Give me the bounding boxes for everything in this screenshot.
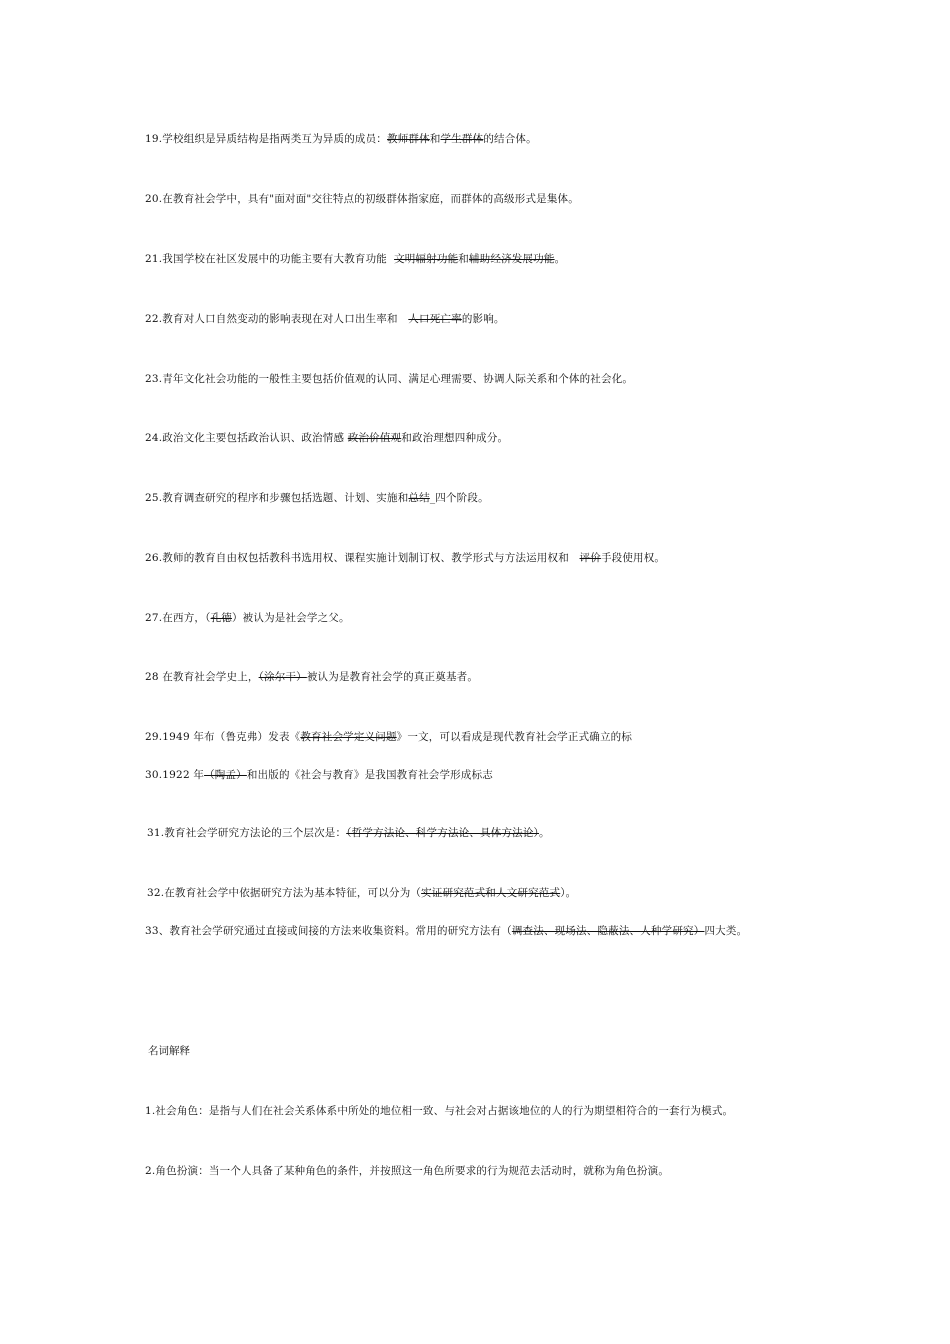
answer-struck: （哲学方法论、科学方法论、具体方法论）	[346, 827, 540, 839]
question-27	[145, 611, 350, 625]
question-text: 》一文，可以看成是现代教育社会学正式确立的标	[396, 731, 633, 743]
question-23	[145, 372, 633, 386]
answer-struck: 孔德	[210, 612, 232, 624]
definition-1: 1.社会角色：是指与人们在社会关系体系中所处的地位相一致、与社会对占据该地位的人的行为期望相符合的一套行为模式。	[145, 1105, 734, 1117]
answer-struck: 调查法、现场法、隐蔽法、人种学研究）	[511, 925, 705, 937]
question-28	[145, 670, 478, 684]
question-text: 。	[554, 253, 566, 265]
question-text: 31.教育社会学研究方法论的三个层次是：	[147, 827, 347, 839]
question-text: ）被认为是社会学之父。	[231, 612, 350, 624]
question-text: 25.教育调查研究的程序和步骤包括选题、计划、实施和	[145, 492, 409, 504]
question-text: 被认为是教育社会学的真正奠基者。	[306, 671, 479, 683]
question-text: 28 在教育社会学史上，	[145, 671, 259, 683]
question-29	[145, 730, 632, 744]
answer-struck: 教育社会学定义问题	[300, 731, 397, 743]
question-text: 21.我国学校在社区发展中的功能主要有大教育功能	[145, 253, 387, 265]
question-text: 26.教师的教育自由权包括教科书选用权、课程实施计划制订权、教学形式与方法运用权和	[145, 552, 569, 564]
question-text: 20.在教育社会学中，具有"面对面"交往特点的初级群体指家庭，而群体的高级形式是集体。	[145, 193, 579, 205]
question-22	[145, 312, 505, 326]
question-text: 手段使用权。	[600, 552, 666, 564]
answer-struck: 评价	[579, 552, 601, 564]
question-text: 四大类。	[704, 925, 748, 937]
question-30	[145, 768, 493, 782]
answer-struck: （陶孟）	[204, 769, 247, 781]
question-19	[145, 132, 537, 146]
question-text: 22.教育对人口自然变动的影响表现在对人口出生率和	[145, 313, 398, 325]
question-text: 和	[458, 253, 469, 265]
question-33	[145, 924, 747, 938]
section-title: 名词解释	[148, 1045, 190, 1057]
answer-struck: 辅助经济发展功能	[468, 253, 555, 265]
question-21	[145, 252, 565, 266]
question-text: 和政治理想四种成分。	[401, 432, 509, 444]
answer-struck: 学生群体	[440, 133, 484, 145]
answer-struck: 人口死亡率	[408, 313, 462, 325]
question-text: 19.学校组织是异质结构是指两类互为异质的成员：	[145, 133, 387, 145]
question-20	[145, 192, 579, 206]
question-text: ）。	[560, 887, 577, 899]
question-text: 30.1922 年	[145, 769, 205, 781]
question-text: 29.1949 年布（鲁克弗）发表《	[145, 731, 301, 743]
question-32	[147, 886, 576, 900]
question-text: 和	[429, 133, 441, 145]
answer-struck: 总结	[408, 492, 430, 504]
definition-2: 2.角色扮演：当一个人具备了某种角色的条件，并按照这一角色所要求的行为规范去活动时，就称为角色扮演。	[145, 1165, 670, 1177]
question-text: 的结合体。	[483, 133, 537, 145]
question-text: 33、教育社会学研究通过直接或间接的方法来收集资料。常用的研究方法有（	[145, 925, 512, 937]
question-26	[145, 551, 665, 565]
answer-struck: 实证研究范式和人文研究范式	[421, 887, 561, 899]
question-text: 23.青年文化社会功能的一般性主要包括价值观的认同、满足心理需要、协调人际关系和个体的社会化。	[145, 373, 634, 385]
question-text: 24.政治文化主要包括政治认识、政治情感	[145, 432, 345, 444]
question-31	[147, 826, 550, 840]
question-text: 四个阶段。	[435, 492, 489, 504]
question-text: 。	[539, 827, 550, 839]
question-24	[145, 431, 508, 445]
answer-struck: 文明辐射功能	[394, 253, 459, 265]
answer-struck: 教师群体	[387, 133, 430, 145]
question-text: 的影响。	[461, 313, 505, 325]
question-text: 32.在教育社会学中依据研究方法为基本特征，可以分为（	[147, 887, 422, 899]
question-25: 25.教育调查研究的程序和步骤包括选题、计划、实施和总结_四个阶段。	[145, 492, 489, 504]
answer-struck: 政治价值观	[347, 432, 402, 444]
question-text: 27.在西方，（	[145, 612, 211, 624]
answer-struck: （涂尔干）	[258, 671, 307, 683]
question-text: 和出版的《社会与教育》是我国教育社会学形成标志	[246, 769, 493, 781]
